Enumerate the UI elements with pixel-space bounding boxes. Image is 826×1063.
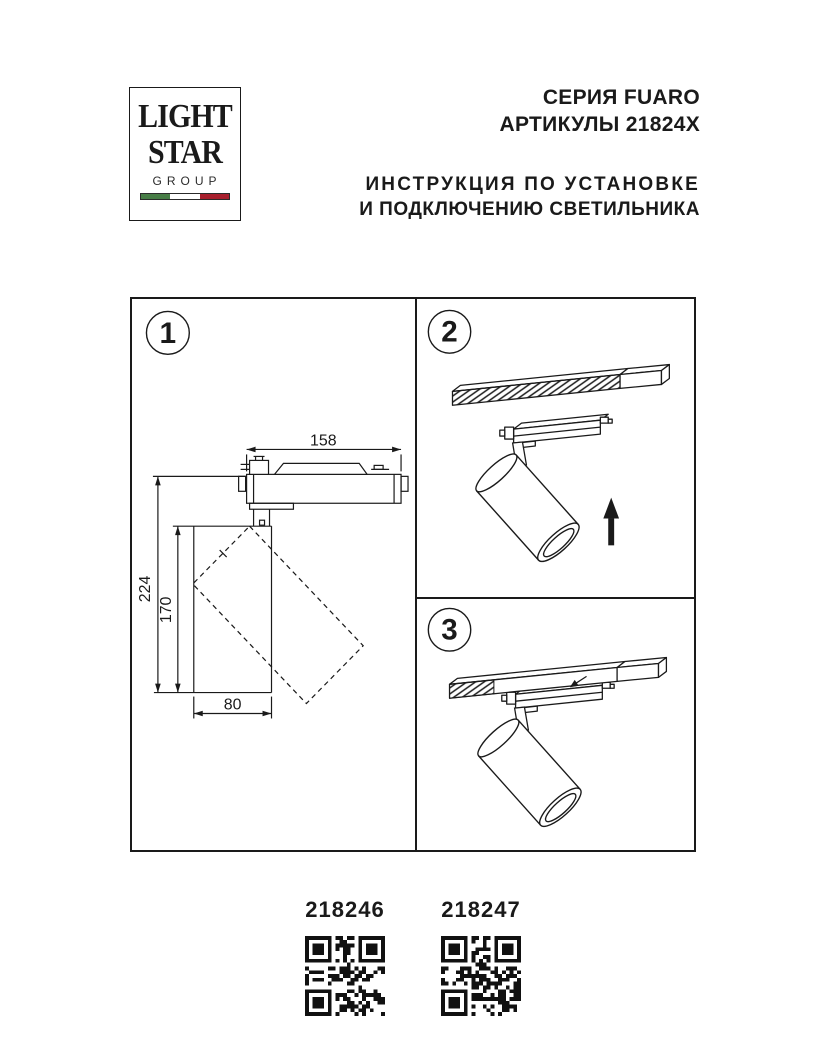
flag-green-segment [141, 194, 170, 199]
dimension-body-width-label: 80 [223, 696, 242, 714]
step1-dimension-drawing [132, 299, 415, 850]
step2-panel [417, 299, 694, 599]
dimension-track-length-label: 158 [310, 432, 337, 450]
instruction-diagram-frame [130, 297, 696, 852]
article-block [295, 897, 395, 1016]
step2-insert-drawing [417, 299, 694, 597]
spotlight-cylinder [471, 449, 584, 567]
step3-number: 3 [441, 613, 458, 647]
track-rail [452, 365, 669, 406]
italian-flag-bar [140, 193, 230, 200]
step3-mounted-drawing [417, 599, 694, 850]
flag-red-segment [200, 194, 229, 199]
steps-2-3-column [417, 299, 694, 850]
step1-number: 1 [159, 316, 177, 350]
dimension-total-height-label: 224 [136, 575, 154, 603]
qr-code [441, 936, 521, 1016]
instruction-title [359, 172, 700, 222]
article-number: 218246 [305, 897, 385, 922]
article-block [431, 897, 531, 1016]
series-title: СЕРИЯ FUARO [542, 86, 700, 109]
track-adapter-side-view [153, 449, 408, 718]
instruction-line-1: ИНСТРУКЦИЯ ПО УСТАНОВКЕ [365, 174, 700, 195]
articles-title: АРТИКУЛЫ 21824X [499, 113, 700, 136]
spotlight-cylinder [473, 714, 586, 832]
logo-word-group: GROUP [152, 174, 222, 188]
dimension-body-height-label: 170 [157, 596, 175, 624]
step2-number: 2 [441, 315, 458, 349]
step3-panel [417, 599, 694, 850]
step1-panel [132, 299, 417, 850]
qr-code [305, 936, 385, 1016]
tilted-lamp-dashed-outline [193, 526, 363, 703]
lightstar-logo [129, 87, 241, 221]
article-number: 218247 [441, 897, 521, 922]
up-arrow [603, 498, 619, 546]
logo-word-star: STAR [147, 134, 223, 171]
document-header [359, 84, 700, 222]
flag-white-segment [170, 194, 199, 199]
instruction-line-2: И ПОДКЛЮЧЕНИЮ СВЕТИЛЬНИКА [359, 199, 700, 220]
logo-word-light: LIGHT [138, 98, 232, 135]
